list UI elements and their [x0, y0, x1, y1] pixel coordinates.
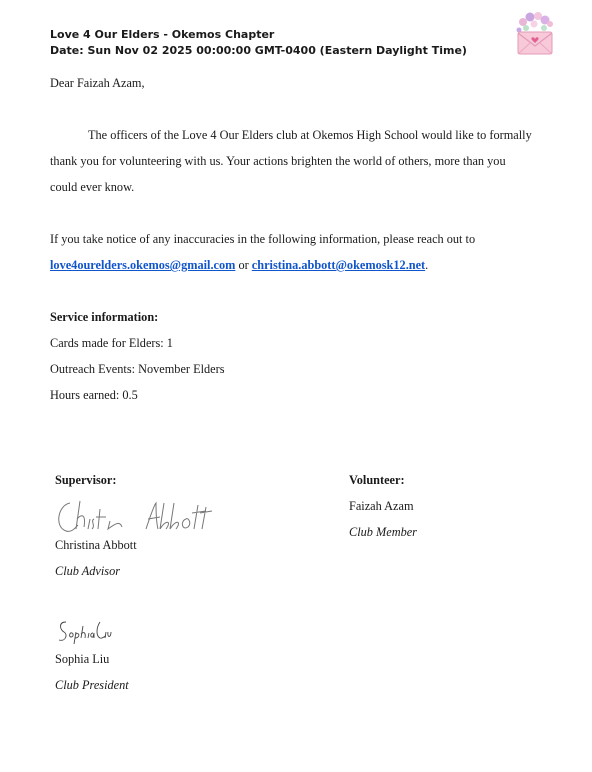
chapter-title: Love 4 Our Elders - Okemos Chapter	[50, 28, 275, 41]
president-title: Club President	[55, 678, 129, 692]
hours-earned: Hours earned: 0.5	[50, 388, 138, 402]
outreach-events: Outreach Events: November Elders	[50, 362, 225, 376]
president-name: Sophia Liu	[55, 652, 110, 666]
or-text: or	[235, 258, 252, 272]
supervisor-name: Christina Abbott	[55, 538, 137, 552]
volunteer-heading: Volunteer:	[349, 473, 405, 487]
envelope-with-flowers-icon	[514, 10, 556, 58]
period-text: .	[425, 258, 429, 272]
paragraph-1-line-3: could ever know.	[50, 180, 135, 194]
service-heading: Service information:	[50, 310, 159, 324]
paragraph-2-line-1: If you take notice of any inaccuracies in the following information, please reach out to	[50, 232, 476, 246]
paragraph-1-line-2: thank you for volunteering with us. Your actions brighten the world of others, more than you	[50, 154, 506, 168]
sophia-liu-signature	[56, 618, 112, 646]
greeting: Dear Faizah Azam,	[50, 76, 145, 90]
advisor-school-email-link[interactable]: christina.abbott@okemosk12.net	[251, 258, 426, 272]
contact-line	[50, 258, 428, 273]
supervisor-heading: Supervisor:	[55, 473, 117, 487]
volunteer-name: Faizah Azam	[349, 499, 414, 513]
advisor-club-email-link[interactable]: love4ourelders.okemos@gmail.com	[50, 258, 236, 272]
letter-date: Date: Sun Nov 02 2025 00:00:00 GMT-0400 (Eastern Daylight Time)	[50, 44, 467, 57]
paragraph-1-line-1: The officers of the Love 4 Our Elders club at Okemos High School would like to formally	[88, 128, 532, 142]
supervisor-title: Club Advisor	[55, 564, 121, 578]
christina-abbott-signature	[56, 497, 216, 535]
volunteer-title: Club Member	[349, 525, 417, 539]
cards-made: Cards made for Elders: 1	[50, 336, 173, 350]
